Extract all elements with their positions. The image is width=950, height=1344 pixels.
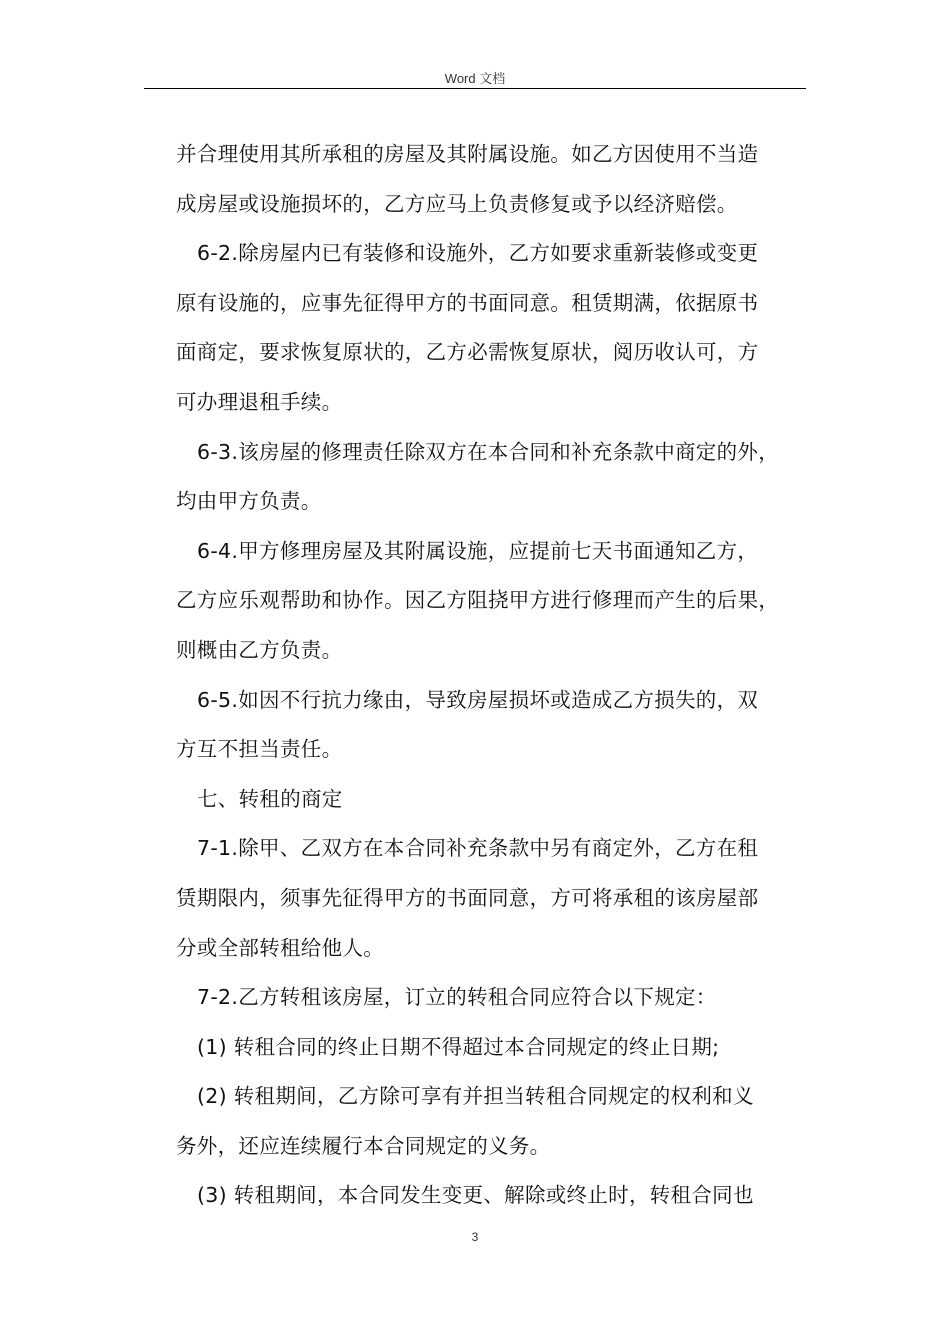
section-heading-7: 七、转租的商定 <box>197 786 343 811</box>
paragraph-line: 并合理使用其所承租的房屋及其附属设施。如乙方因使用不当造 <box>176 142 759 166</box>
paragraph-line: 分或全部转租给他人。 <box>176 935 384 960</box>
document-header-label: Word 文档 <box>444 71 506 86</box>
header-divider <box>144 88 806 89</box>
page-number: 3 <box>471 1230 479 1244</box>
list-item-3: (3) 转租期间，本合同发生变更、解除或终止时，转租合同也 <box>197 1183 754 1208</box>
paragraph-line: 方互不担当责任。 <box>176 737 343 762</box>
paragraph-line: 原有设施的，应事先征得甲方的书面同意。租赁期满，依据原书 <box>176 290 759 315</box>
paragraph-line: 乙方应乐观帮助和协作。因乙方阻挠甲方进行修理而产生的后果， <box>176 588 780 613</box>
list-item-2: (2) 转租期间，乙方除可享有并担当转租合同规定的权利和义 <box>197 1084 754 1109</box>
list-item-1: (1) 转租合同的终止日期不得超过本合同规定的终止日期; <box>197 1034 720 1059</box>
paragraph-line: 赁期限内，须事先征得甲方的书面同意，方可将承租的该房屋部 <box>176 885 759 910</box>
paragraph-line: 可办理退租手续。 <box>176 389 343 414</box>
paragraph-line: 均由甲方负责。 <box>176 489 322 514</box>
clause-7-1-line: 7-1.除甲、乙双方在本合同补充条款中另有商定外，乙方在租 <box>197 836 759 861</box>
document-body <box>176 130 816 1221</box>
clause-6-3-line: 6-3.该房屋的修理责任除双方在本合同和补充条款中商定的外， <box>197 439 779 464</box>
clause-6-4-line: 6-4.甲方修理房屋及其附属设施，应提前七天书面通知乙方， <box>197 538 759 563</box>
clause-6-2-line: 6-2.除房屋内已有装修和设施外，乙方如要求重新装修或变更 <box>197 241 759 266</box>
paragraph-line: 务外，还应连续履行本合同规定的义务。 <box>176 1133 551 1158</box>
paragraph-line: 面商定，要求恢复原状的，乙方必需恢复原状，阅历收认可，方 <box>176 340 759 365</box>
paragraph-line: 则概由乙方负责。 <box>176 637 343 662</box>
clause-7-2-line: 7-2.乙方转租该房屋，订立的转租合同应符合以下规定： <box>197 985 717 1010</box>
paragraph-line: 成房屋或设施损坏的，乙方应马上负责修复或予以经济赔偿。 <box>176 191 738 216</box>
clause-6-5-line: 6-5.如因不行抗力缘由，导致房屋损坏或造成乙方损失的，双 <box>197 687 759 712</box>
